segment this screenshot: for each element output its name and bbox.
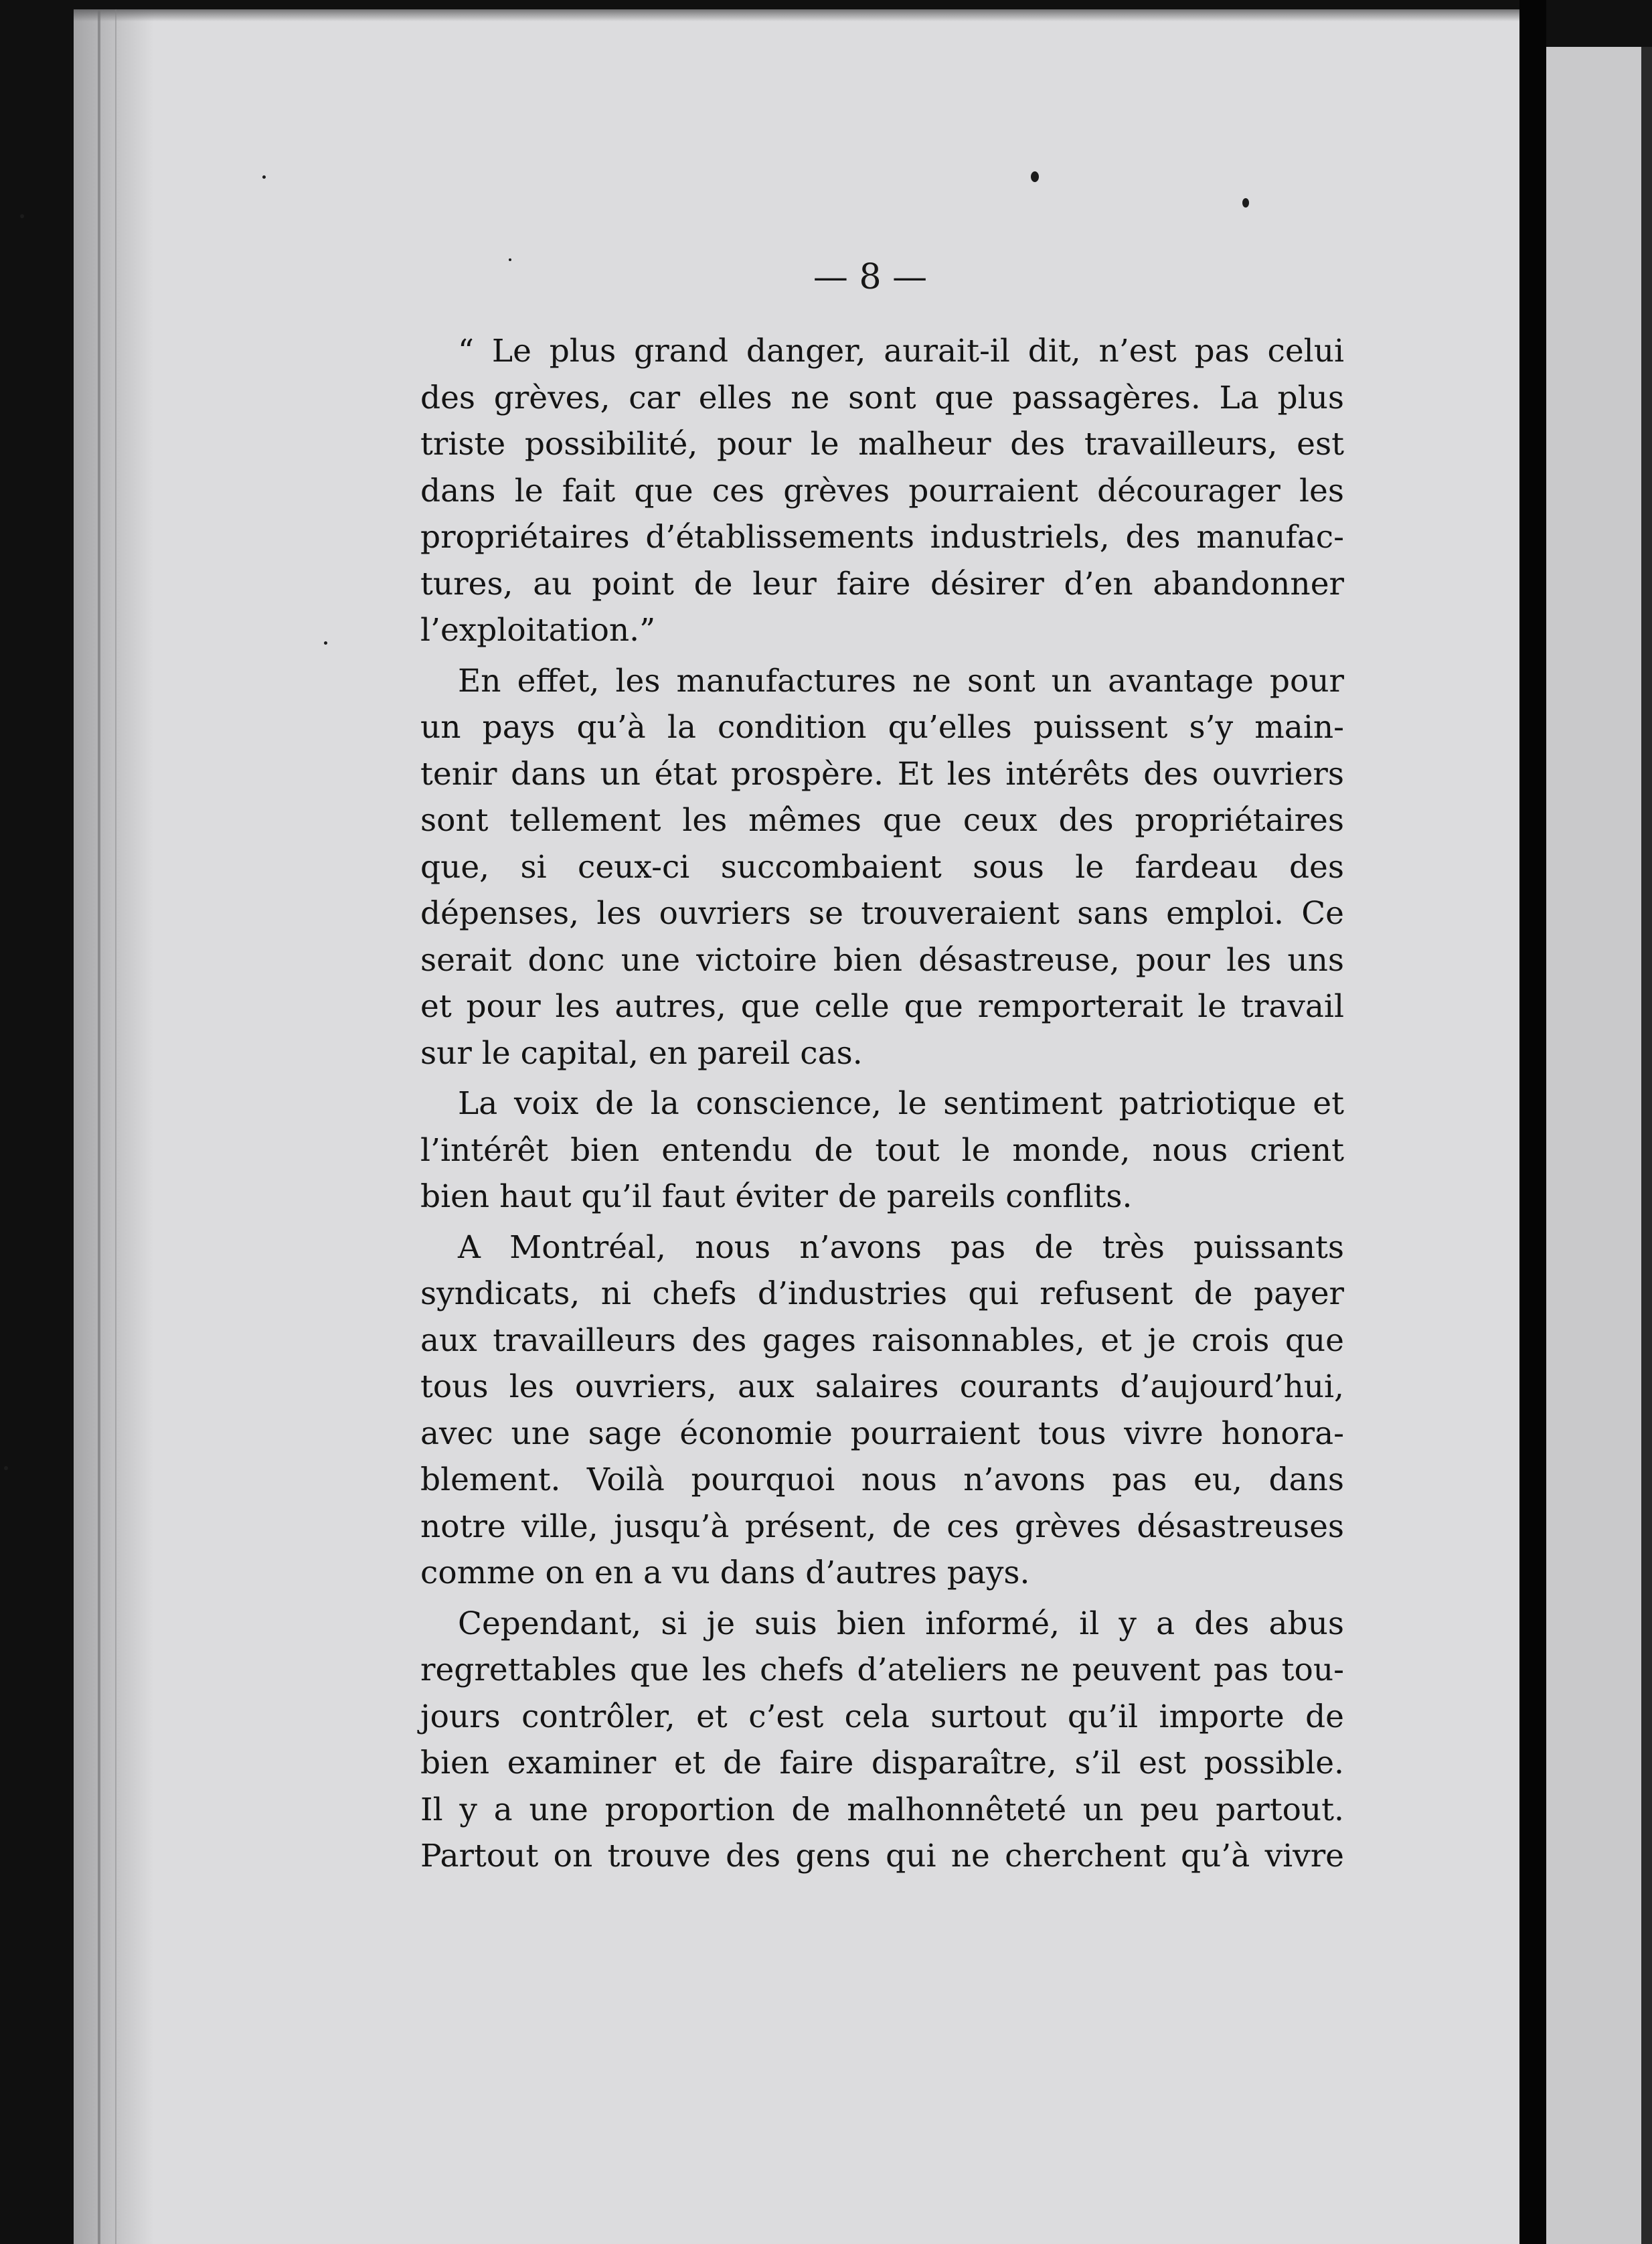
text-line: jours contrôler, et c’est cela surtout qu’il importe de — [420, 1698, 1344, 1735]
text-line: que, si ceux-ci succombaient sous le fardeau des — [420, 848, 1344, 886]
speck — [509, 258, 511, 261]
paragraph — [420, 328, 1344, 654]
text-line: comme on en a vu dans d’autres pays. — [420, 1554, 1030, 1591]
text-line: bien haut qu’il faut éviter de pareils conflits. — [420, 1178, 1133, 1215]
text-line: Il y a une proportion de malhonnêteté un peu partout. — [420, 1791, 1344, 1828]
page-left-shadow — [74, 9, 154, 2244]
text-line: bien examiner et de faire disparaître, s’il est possible. — [420, 1745, 1344, 1781]
text-line: tures, au point de leur faire désirer d’en abandonner — [420, 565, 1344, 603]
speck — [20, 214, 24, 218]
text-line: regrettables que les chefs d’ateliers ne peuvent pas tou- — [420, 1652, 1344, 1688]
paragraph — [420, 1224, 1344, 1597]
next-page-edge-shadow — [1641, 47, 1652, 2244]
text-line: notre ville, jusqu’à présent, de ces grèves désastreuses — [420, 1508, 1344, 1545]
text-line: dépenses, les ouvriers se trouveraient sans emploi. Ce — [420, 895, 1344, 932]
text-line: l’intérêt bien entendu de tout le monde, nous crient — [420, 1131, 1344, 1169]
text-line: syndicats, ni chefs d’industries qui refusent de payer — [420, 1275, 1344, 1312]
page-top-shadow — [74, 9, 1519, 21]
speck — [1242, 198, 1249, 208]
text-line: tous les ouvriers, aux salaires courants d’aujourd’hui, — [420, 1368, 1344, 1405]
next-page-edge — [1546, 47, 1652, 2244]
text-line: blement. Voilà pourquoi nous n’avons pas eu, dans — [420, 1461, 1344, 1498]
paragraph — [420, 1080, 1344, 1220]
text-line: En effet, les manufactures ne sont un avantage pour — [458, 662, 1344, 700]
paragraph — [420, 658, 1344, 1077]
text-line: A Montréal, nous n’avons pas de très puissants — [458, 1228, 1344, 1266]
text-line: sur le capital, en pareil cas. — [420, 1034, 863, 1072]
text-line: Cependant, si je suis bien informé, il y a des abus — [458, 1605, 1344, 1642]
paragraph — [420, 1601, 1344, 1880]
text-line: sont tellement les mêmes que ceux des propriétaires — [420, 802, 1344, 839]
text-line: l’exploitation.” — [420, 612, 656, 649]
speck — [262, 175, 266, 179]
page-number: — 8 — — [813, 257, 928, 297]
text-line: un pays qu’à la condition qu’elles puissent s’y main- — [420, 709, 1344, 746]
right-dark-margin — [1519, 0, 1546, 2244]
text-line: Partout on trouve des gens qui ne cherchent qu’à vivre — [420, 1838, 1344, 1874]
text-line: et pour les autres, que celle que remporterait le travail — [420, 988, 1344, 1025]
text-line: serait donc une victoire bien désastreuse, pour les uns — [420, 941, 1344, 979]
text-line: triste possibilité, pour le malheur des travailleurs, est — [420, 426, 1344, 463]
speck — [4, 1466, 8, 1470]
text-line: tenir dans un état prospère. Et les intérêts des ouvriers — [420, 755, 1344, 793]
binding-line — [115, 9, 116, 2244]
speck — [324, 641, 327, 645]
body-text — [420, 328, 1344, 1880]
text-line: propriétaires d’établissements industriels, des manufac- — [420, 519, 1344, 556]
text-line: La voix de la conscience, le sentiment patriotique et — [458, 1085, 1344, 1122]
binding-line — [98, 9, 100, 2244]
text-line: aux travailleurs des gages raisonnables, et je crois que — [420, 1321, 1344, 1359]
text-line: “ Le plus grand danger, aurait-il dit, n’est pas celui — [458, 333, 1344, 370]
text-line: des grèves, car elles ne sont que passagères. La plus — [420, 379, 1344, 416]
text-line: dans le fait que ces grèves pourraient décourager les — [420, 472, 1344, 509]
text-line: avec une sage économie pourraient tous vivre honora- — [420, 1415, 1344, 1452]
speck — [1031, 171, 1039, 182]
